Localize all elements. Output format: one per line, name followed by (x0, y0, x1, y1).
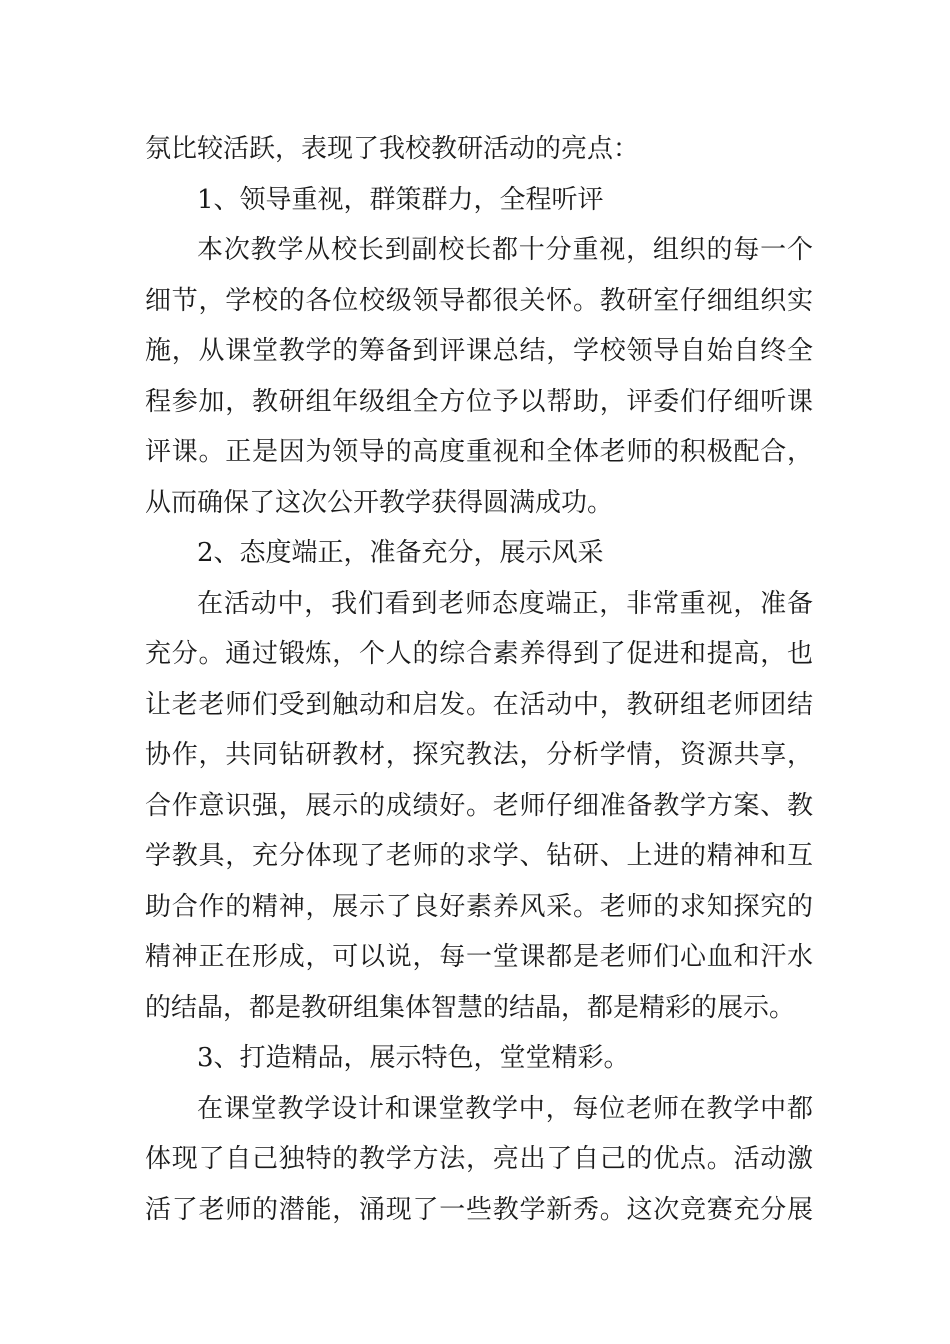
section-heading-3: 3、打造精品，展示特色，堂堂精彩。 (197, 1043, 630, 1073)
paragraph-line: 细节，学校的各位校级领导都很关怀。教研室仔细组织实 (145, 285, 813, 316)
section-heading-2: 2、态度端正，准备充分，展示风采 (197, 538, 604, 568)
paragraph-line: 在活动中，我们看到老师态度端正，非常重视，准备 (197, 588, 813, 619)
paragraph-line: 活了老师的潜能，涌现了一些教学新秀。这次竞赛充分展 (145, 1194, 813, 1225)
paragraph-line: 施，从课堂教学的筹备到评课总结，学校领导自始自终全 (145, 336, 813, 366)
paragraph-line: 学教具，充分体现了老师的求学、钻研、上进的精神和互 (145, 841, 813, 871)
paragraph-line: 评课。正是因为领导的高度重视和全体老师的积极配合， (145, 437, 813, 467)
paragraph-line: 本次教学从校长到副校长都十分重视，组织的每一个 (197, 235, 813, 265)
paragraph-line: 合作意识强，展示的成绩好。老师仔细准备教学方案、教 (145, 790, 813, 821)
paragraph-line: 让老老师们受到触动和启发。在活动中，教研组老师团结 (145, 689, 813, 720)
paragraph-line: 从而确保了这次公开教学获得圆满成功。 (145, 487, 614, 518)
paragraph-line: 的结晶，都是教研组集体智慧的结晶，都是精彩的展示。 (145, 992, 796, 1023)
paragraph-line: 助合作的精神，展示了良好素养风采。老师的求知探究的 (145, 891, 813, 922)
paragraph-line: 协作，共同钻研教材，探究教法，分析学情，资源共享， (145, 740, 813, 770)
section-heading-1: 1、领导重视，群策群力，全程听评 (197, 184, 604, 215)
paragraph-line: 在课堂教学设计和课堂教学中，每位老师在教学中都 (197, 1093, 813, 1124)
body-text (145, 124, 813, 1235)
paragraph-line: 氛比较活跃，表现了我校教研活动的亮点： (145, 134, 640, 164)
paragraph-line: 精神正在形成，可以说，每一堂课都是老师们心血和汗水 (145, 942, 813, 972)
paragraph-line: 充分。通过锻炼，个人的综合素养得到了促进和提高，也 (145, 639, 813, 669)
paragraph-line: 程参加，教研组年级组全方位予以帮助，评委们仔细听课 (145, 386, 813, 417)
paragraph-line: 体现了自己独特的教学方法，亮出了自己的优点。活动激 (145, 1144, 813, 1174)
